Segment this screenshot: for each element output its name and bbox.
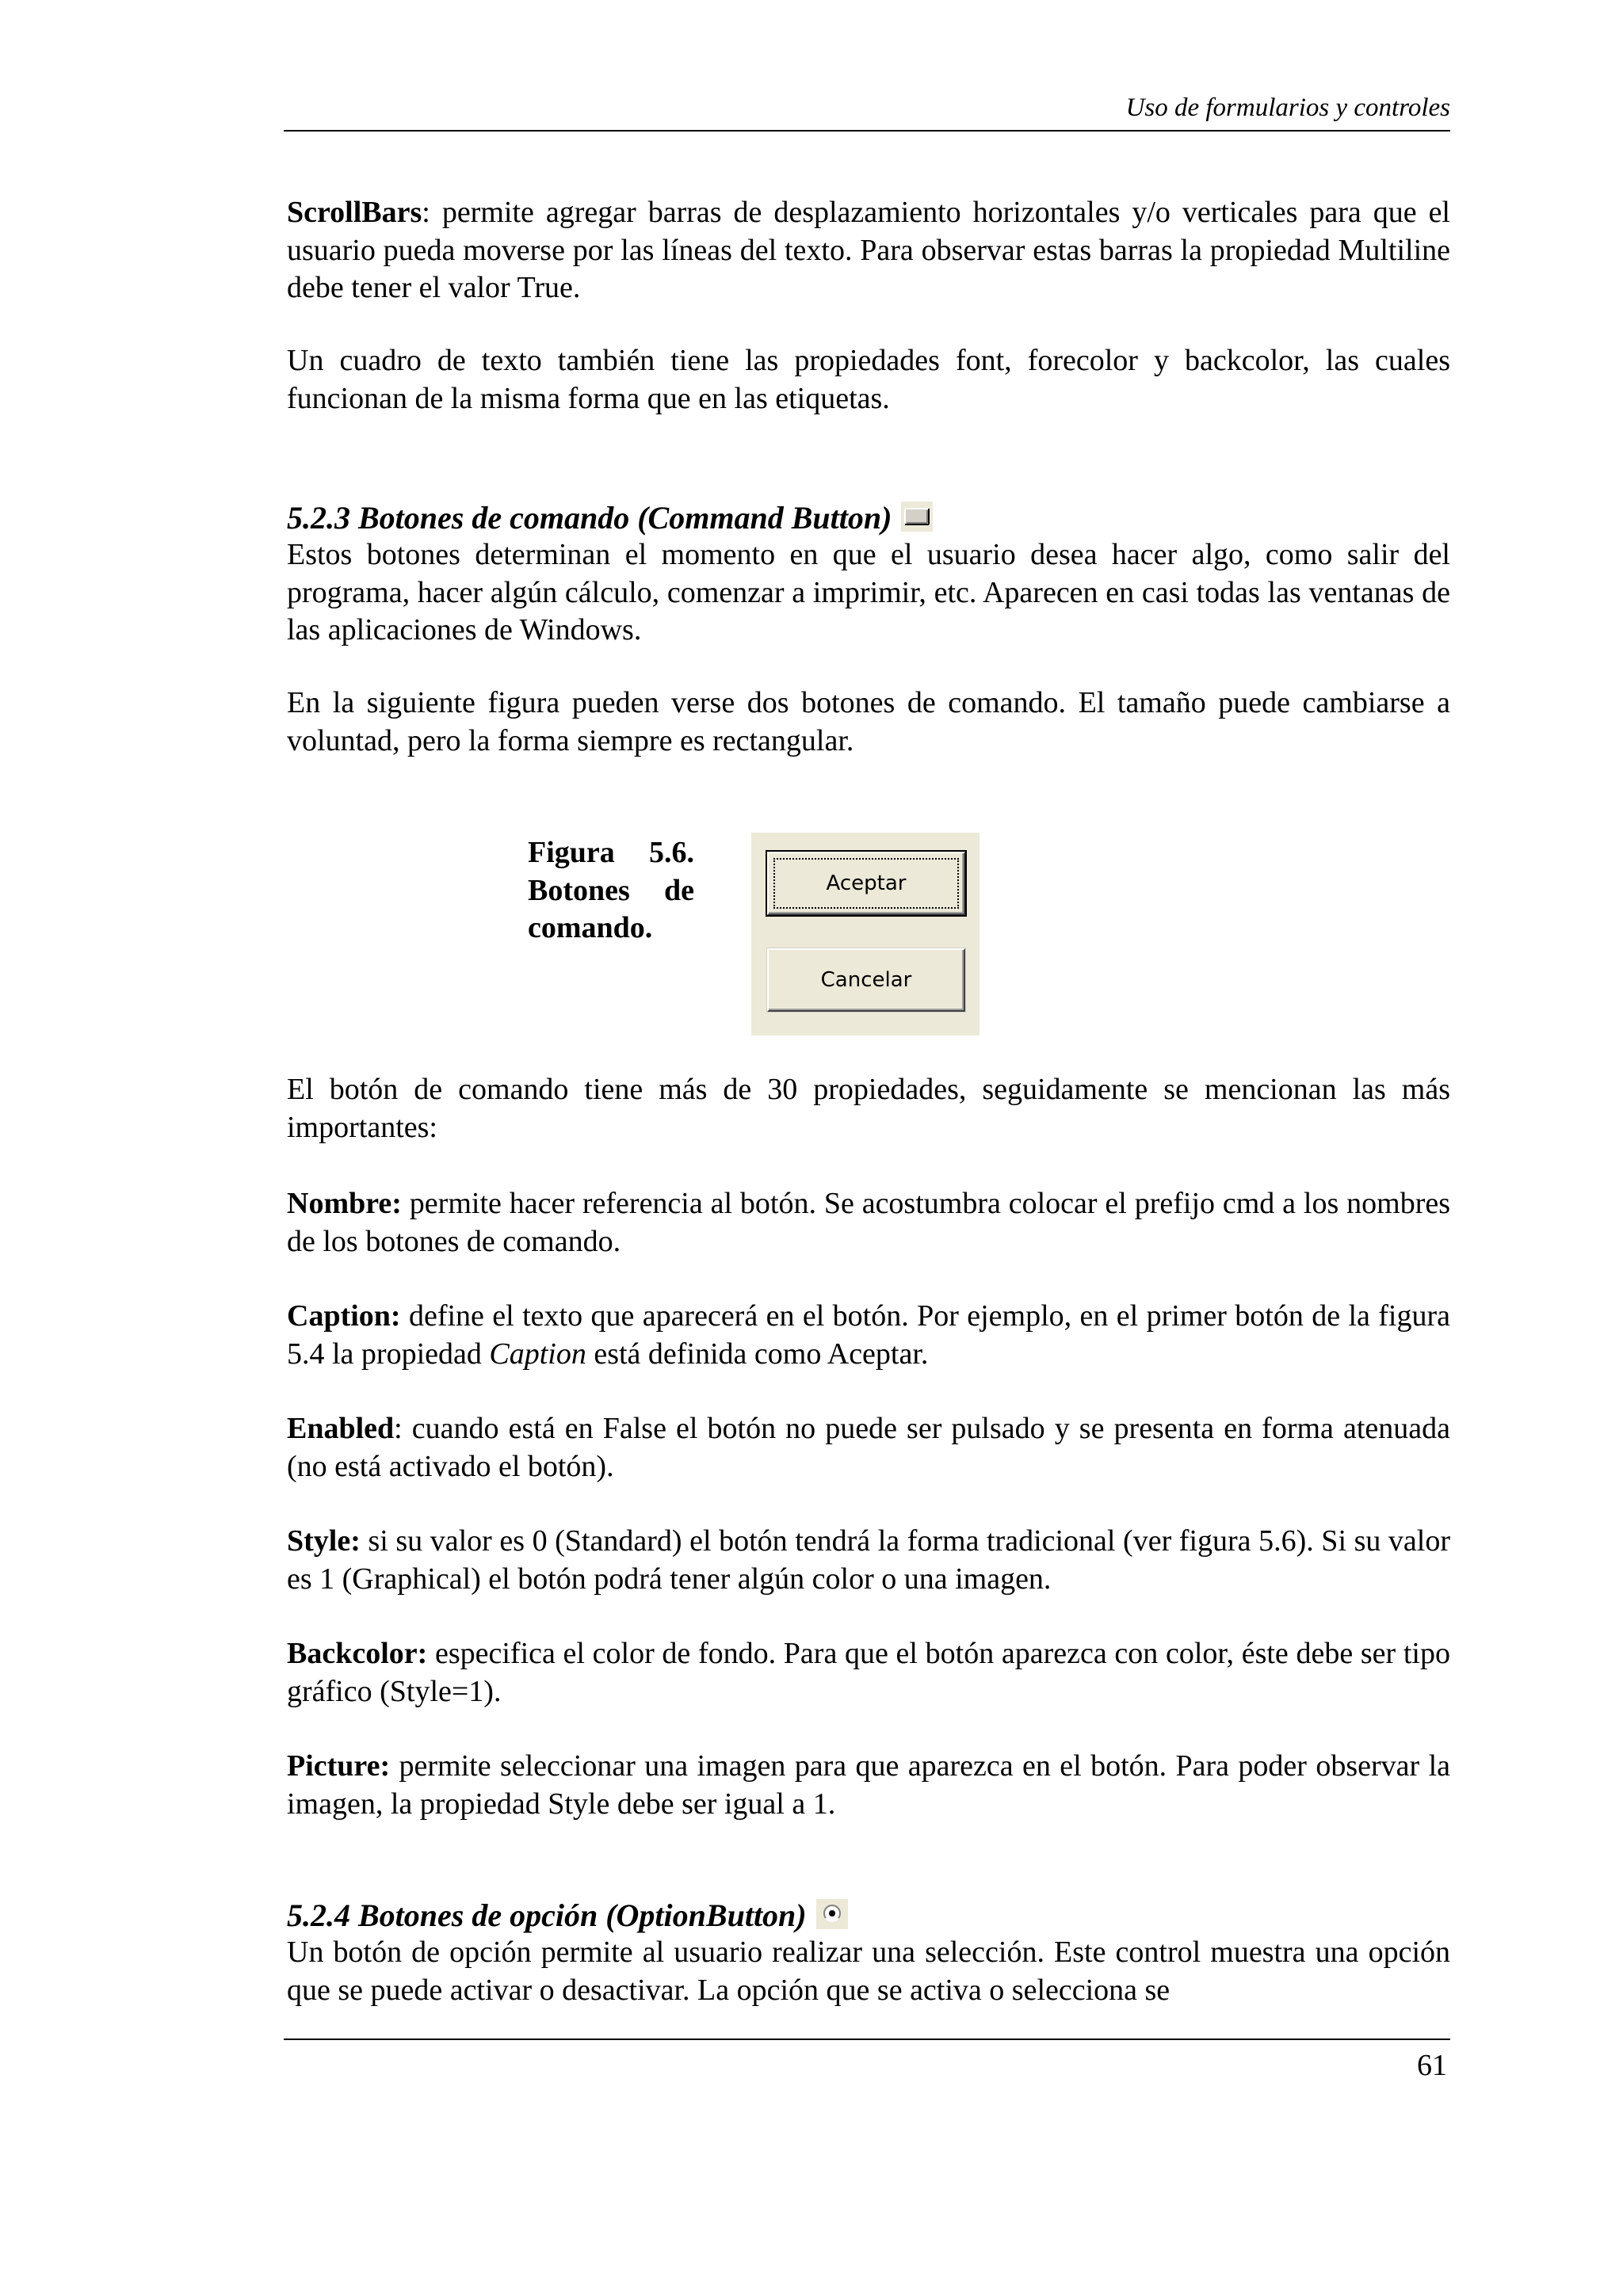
figure-caption-line2: Botones de <box>528 873 694 907</box>
page-number: 61 <box>1417 2049 1447 2082</box>
paragraph-cmd-figure-ref: En la siguiente figura pueden verse dos botones de comando. El tamaño puede cambiarse a voluntad, pero la forma siempre es rectangular. <box>287 686 1450 757</box>
figure-caption <box>528 834 694 948</box>
figure-command-buttons <box>751 833 980 1035</box>
paragraph-picture <box>287 1748 1450 1823</box>
term-scrollbars: ScrollBars <box>287 196 422 229</box>
cancel-button[interactable] <box>767 948 965 1012</box>
accept-button[interactable] <box>767 852 965 915</box>
paragraph-enabled <box>287 1410 1450 1486</box>
heading-command-button <box>287 499 933 540</box>
paragraph-nombre <box>287 1185 1450 1261</box>
running-header: Uso de formularios y controles <box>1125 93 1450 122</box>
accept-button-label: Aceptar <box>826 871 907 895</box>
paragraph-textbox-props: Un cuadro de texto también tiene las propiedades font, forecolor y backcolor, las cuales funcionan de la misma forma que en las etiquetas. <box>287 344 1450 415</box>
text-scrollbars: : permite agregar barras de desplazamiento horizontales y/o verticales para que el usuario pueda moverse por las líneas del texto. Para observar estas barras la propiedad Multiline debe tener el valor True. <box>287 196 1450 304</box>
paragraph-caption <box>287 1298 1450 1373</box>
paragraph-scrollbars <box>287 194 1450 307</box>
text-enabled: : cuando está en False el botón no puede ser pulsado y se presenta en forma atenuada (no está activado el botón). <box>287 1412 1450 1483</box>
text-style: si su valor es 0 (Standard) el botón tendrá la forma tradicional (ver figura 5.6). Si su valor es 1 (Graphical) el botón podrá tener algún color o una imagen. <box>287 1524 1450 1596</box>
document-page <box>284 0 1450 2296</box>
paragraph-style <box>287 1523 1450 1598</box>
term-nombre: Nombre: <box>287 1187 402 1220</box>
figure-caption-line3: comando. <box>528 911 653 944</box>
heading-option-button-text: 5.2.4 Botones de opción (OptionButton) <box>287 1897 807 1933</box>
command-button-icon <box>901 502 933 540</box>
text-nombre: permite hacer referencia al botón. Se acostumbra colocar el prefijo cmd a los nombres de los botones de comando. <box>287 1187 1450 1258</box>
term-enabled: Enabled <box>287 1412 395 1445</box>
paragraph-backcolor <box>287 1635 1450 1711</box>
text-caption-before: define el texto que aparecerá en el botón. Por ejemplo, en el primer botón de la figura 5.4 la propiedad <box>287 1299 1450 1371</box>
term-backcolor: Backcolor: <box>287 1637 428 1670</box>
paragraph-cmd-props-intro: El botón de comando tiene más de 30 propiedades, seguidamente se mencionan las más importantes: <box>287 1073 1450 1144</box>
text-caption-after: está definida como Aceptar. <box>586 1337 929 1371</box>
figure-caption-line1: Figura 5.6. <box>528 836 694 869</box>
cancel-button-label: Cancelar <box>820 968 912 992</box>
term-style: Style: <box>287 1524 361 1558</box>
header-rule <box>284 130 1450 132</box>
option-button-icon <box>816 1899 848 1938</box>
footer-rule <box>284 2039 1450 2040</box>
text-caption-italic: Caption <box>489 1337 586 1371</box>
term-caption: Caption: <box>287 1299 401 1333</box>
text-backcolor: especifica el color de fondo. Para que el botón aparezca con color, éste debe ser tipo gráfico (Style=1). <box>287 1637 1450 1708</box>
heading-option-button <box>287 1897 848 1938</box>
paragraph-cmd-intro: Estos botones determinan el momento en que el usuario desea hacer algo, como salir del programa, hacer algún cálculo, comenzar a imprimir, etc. Aparecen en casi todas las ventanas de las aplicaciones de Windows. <box>287 538 1450 646</box>
paragraph-option-intro: Un botón de opción permite al usuario realizar una selección. Este control muestra una opción que se puede activar o desactivar. La opción que se activa o selecciona se <box>287 1936 1450 2007</box>
term-picture: Picture: <box>287 1749 391 1783</box>
text-picture: permite seleccionar una imagen para que aparezca en el botón. Para poder observar la imagen, la propiedad Style debe ser igual a 1. <box>287 1749 1450 1821</box>
heading-command-button-text: 5.2.3 Botones de comando (Command Button) <box>287 500 892 536</box>
